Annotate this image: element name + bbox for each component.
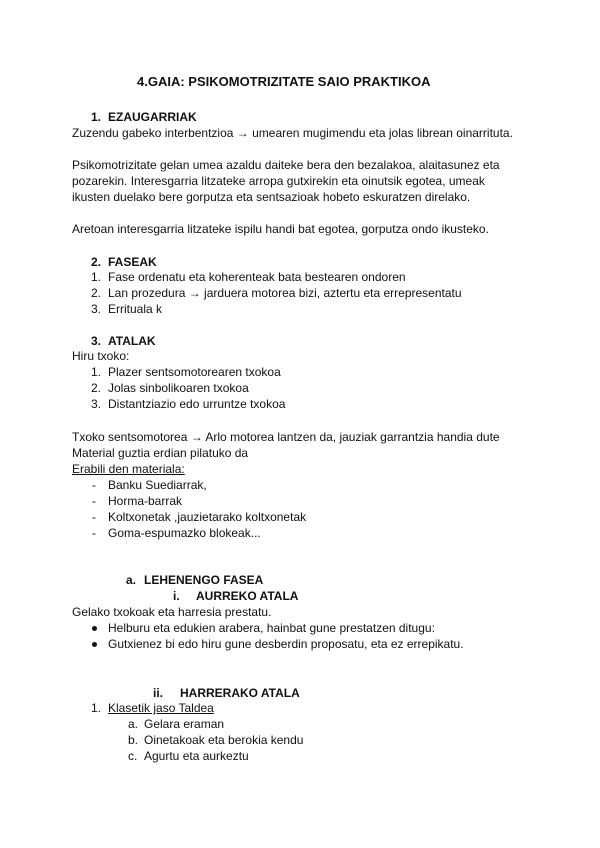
dash-marker: - (92, 526, 96, 540)
list-item: Oinetakoak eta berokia kendu (144, 733, 304, 747)
dash-marker: - (92, 510, 96, 524)
subsection-heading-aurreko: AURREKO ATALA (196, 589, 299, 603)
phase-letter: a. (126, 573, 137, 587)
paragraph: Aretoan interesgarria litzateke ispilu handi bat egotea, gorputza ondo ikusteko. (72, 222, 489, 236)
section-heading-ezaugarriak: EZAUGARRIAK (108, 110, 197, 124)
section-heading-faseak: FASEAK (108, 255, 157, 269)
list-number: 1. (91, 365, 102, 379)
section-number: 1. (91, 110, 102, 124)
list-item: Fase ordenatu eta koherenteak bata bestearen ondoren (108, 270, 406, 284)
bullet-item: Gutxienez bi edo hiru gune desberdin proposatu, eta ez errepikatu. (108, 637, 464, 651)
roman-numeral: i. (173, 589, 180, 603)
dash-marker: - (92, 494, 96, 508)
list-letter: a. (128, 717, 139, 731)
list-letter: b. (128, 733, 139, 747)
bullet-item: Helburu eta edukien arabera, hainbat gune prestatzen ditugu: (108, 621, 435, 635)
list-number: 1. (91, 701, 102, 715)
list-number: 2. (91, 381, 102, 395)
paragraph: ikusten duelako bere gorputza eta sentsazioak hobeto eskuratzen direlako. (72, 190, 471, 204)
paragraph: Txoko sentsomotorea → Arlo motorea lantzen da, jauziak garrantzia handia dute (72, 430, 500, 444)
section-number: 3. (91, 334, 102, 348)
list-item: Lan prozedura → jarduera motorea bizi, aztertu eta errepresentatu (108, 286, 462, 300)
list-number: 3. (91, 302, 102, 316)
materials-label: Erabili den materiala: (72, 462, 185, 476)
list-letter: c. (128, 749, 138, 763)
paragraph: Gelako txokoak eta harresia prestatu. (72, 605, 272, 619)
list-item: Koltxonetak ,jauzietarako koltxonetak (108, 510, 307, 524)
section-number: 2. (91, 255, 102, 269)
list-number: 1. (91, 270, 102, 284)
list-item: Banku Suediarrak, (108, 478, 207, 492)
list-item: Jolas sinbolikoaren txokoa (108, 381, 249, 395)
paragraph: Hiru txoko: (72, 349, 130, 363)
list-item: Distantziazio edo urruntze txokoa (108, 397, 286, 411)
list-number: 2. (91, 286, 102, 300)
paragraph: pozarekin. Interesgarria litzateke arropa gutxirekin eta oinutsik egotea, umeak (72, 174, 485, 188)
list-item: Klasetik jaso Taldea (108, 701, 214, 715)
bullet-icon (92, 626, 97, 631)
paragraph: Psikomotrizitate gelan umea azaldu daiteke bera den bezalakoa, alaitasunez eta (72, 158, 500, 172)
dash-marker: - (92, 478, 96, 492)
page-title: 4.GAIA: PSIKOMOTRIZITATE SAIO PRAKTIKOA (137, 74, 431, 89)
bullet-icon (92, 642, 97, 647)
list-number: 3. (91, 397, 102, 411)
paragraph: Material guztia erdian pilatuko da (72, 446, 249, 460)
list-item: Agurtu eta aurkeztu (144, 749, 249, 763)
list-item: Gelara eraman (144, 717, 225, 731)
roman-numeral: ii. (153, 686, 164, 700)
phase-heading: LEHENENGO FASEA (144, 573, 264, 587)
list-item: Goma-espumazko blokeak... (108, 526, 261, 540)
list-item: Errituala k (108, 302, 163, 316)
list-item: Horma-barrak (108, 494, 183, 508)
section-heading-atalak: ATALAK (108, 334, 156, 348)
list-item: Plazer sentsomotorearen txokoa (108, 365, 281, 379)
subsection-heading-harrerako: HARRERAKO ATALA (180, 686, 300, 700)
paragraph: Zuzendu gabeko interbentzioa → umearen mugimendu eta jolas librean oinarrituta. (72, 126, 513, 140)
